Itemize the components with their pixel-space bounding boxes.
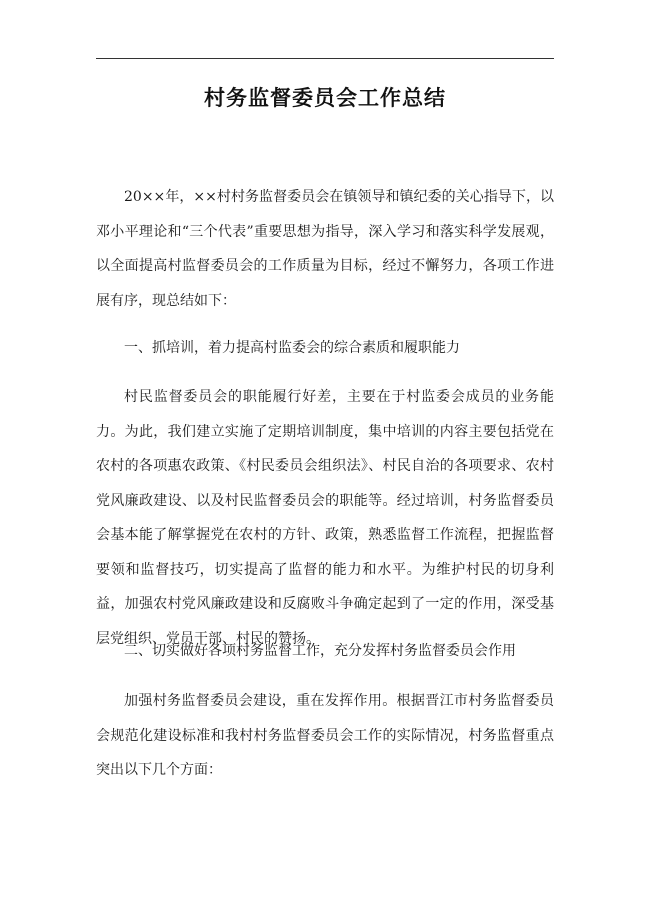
section-2-paragraph: 加强村务监督委员会建设，重在发挥作用。根据晋江市村务监督委员会规范化建设标准和我村村务监督委员会工作的实际情况，村务监督重点突出以下几个方面： [96, 693, 554, 778]
section-1-paragraph: 村民监督委员会的职能履行好差，主要在于村监委会成员的业务能力。为此，我们建立实施了定期培训制度，集中培训的内容主要包括党在农村的各项惠农政策、《村民委员会组织法》、村民自治的各项要求、农村党风廉政建设、以及村民监督委员会的职能等。经过培训，村务监督委员会基本能了解掌握党在农村的方针、政策，熟悉监督工作流程，把握监督要领和监督技巧，切实提高了监督的能力和水平。为维护村民的切身利益，加强农村党风廉政建设和反腐败斗争确定起到了一定的作用，深受基层党组织、党员干部、村民的赞扬。 [96, 389, 554, 647]
header-rule [96, 58, 554, 59]
section-heading-1: 一、抓培训，着力提高村监委会的综合素质和履职能力 [124, 340, 460, 356]
document-title: 村务监督委员会工作总结 [204, 86, 446, 110]
section-heading-2: 二、切实做好各项村务监督工作，充分发挥村务监督委员会作用 [124, 643, 516, 659]
intro-paragraph: 20××年，××村村务监督委员会在镇领导和镇纪委的关心指导下，以邓小平理论和“三个代表”重要思想为指导，深入学习和落实科学发展观，以全面提高村监督委员会的工作质量为目标，经过不懈努力，各项工作进展有序，现总结如下： [96, 189, 554, 309]
